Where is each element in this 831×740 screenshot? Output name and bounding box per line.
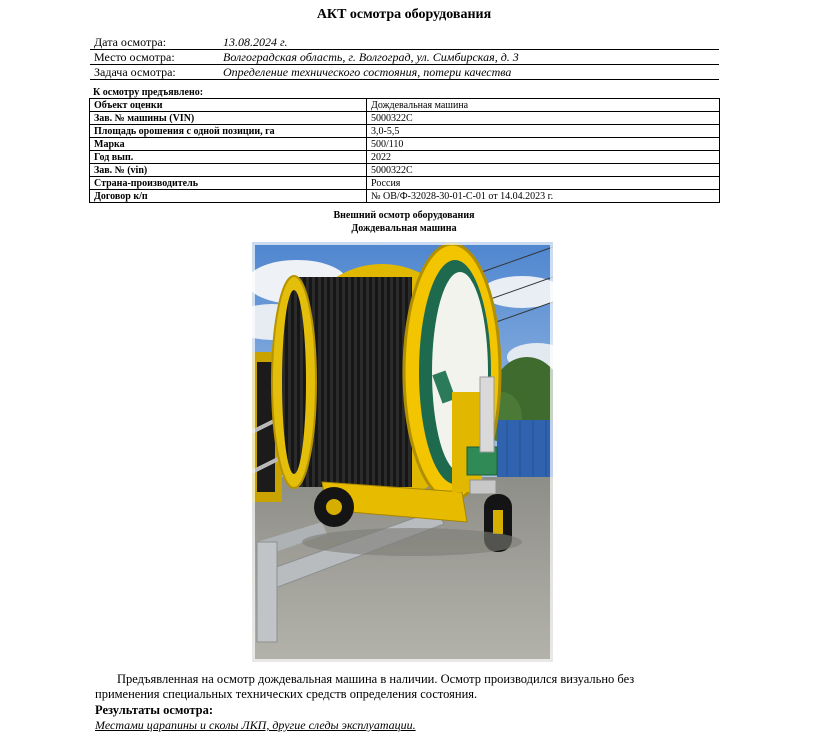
table-row: [90, 177, 720, 190]
results-heading: Результаты осмотра:: [95, 703, 213, 717]
param-key: Договор к/п: [90, 190, 367, 203]
param-value: 3,0-5,5: [367, 125, 720, 138]
equipment-parameters-table: [89, 98, 720, 203]
table-row: [90, 138, 720, 151]
inspection-task-row: [90, 65, 719, 80]
param-key: Зав. № машины (VIN): [90, 112, 367, 125]
param-key: Страна-производитель: [90, 177, 367, 190]
param-key: Марка: [90, 138, 367, 151]
presented-label: К осмотру предъявлено:: [93, 87, 204, 98]
table-row: [90, 125, 720, 138]
results-text: Местами царапины и сколы ЛКП, другие следы эксплуатации.: [95, 718, 416, 732]
inspection-place-value: Волгоградская область, г. Волгоград, ул. Симбирская, д. 3: [223, 50, 519, 64]
param-key: Год вып.: [90, 151, 367, 164]
param-key: Объект оценки: [90, 99, 367, 112]
param-value: 2022: [367, 151, 720, 164]
param-key: Зав. № (vin): [90, 164, 367, 177]
inspection-date-label: Дата осмотра:: [94, 35, 167, 49]
inspection-task-label: Задача осмотра:: [94, 65, 176, 79]
param-value: 5000322С: [367, 164, 720, 177]
param-value: № ОВ/Ф-32028-30-01-С-01 от 14.04.2023 г.: [367, 190, 720, 203]
inspection-task-value: Определение технического состояния, потери качества: [223, 65, 512, 79]
table-row: [90, 164, 720, 177]
inspection-place-row: [90, 50, 719, 65]
equipment-photo: [252, 242, 553, 662]
param-value: 5000322С: [367, 112, 720, 125]
paragraph-line-2: применения специальных технических средств определения состояния.: [95, 687, 478, 701]
paragraph-line-1: Предъявленная на осмотр дождевальная машина в наличии. Осмотр производился визуально без: [117, 672, 635, 686]
inspection-paragraph: [95, 672, 715, 702]
inspection-place-label: Место осмотра:: [94, 50, 175, 64]
table-row: [90, 190, 720, 203]
photo-caption-title: Внешний осмотр оборудования: [333, 210, 475, 221]
table-row: [90, 99, 720, 112]
inspection-date-row: [90, 35, 719, 50]
param-value: Россия: [367, 177, 720, 190]
inspection-date-value: 13.08.2024 г.: [223, 35, 288, 49]
param-value: Дождевальная машина: [367, 99, 720, 112]
table-row: [90, 112, 720, 125]
table-row: [90, 151, 720, 164]
param-key: Площадь орошения с одной позиции, га: [90, 125, 367, 138]
document-title: АКТ осмотра оборудования: [316, 7, 492, 22]
param-value: 500/110: [367, 138, 720, 151]
photo-caption-subtitle: Дождевальная машина: [351, 223, 457, 234]
